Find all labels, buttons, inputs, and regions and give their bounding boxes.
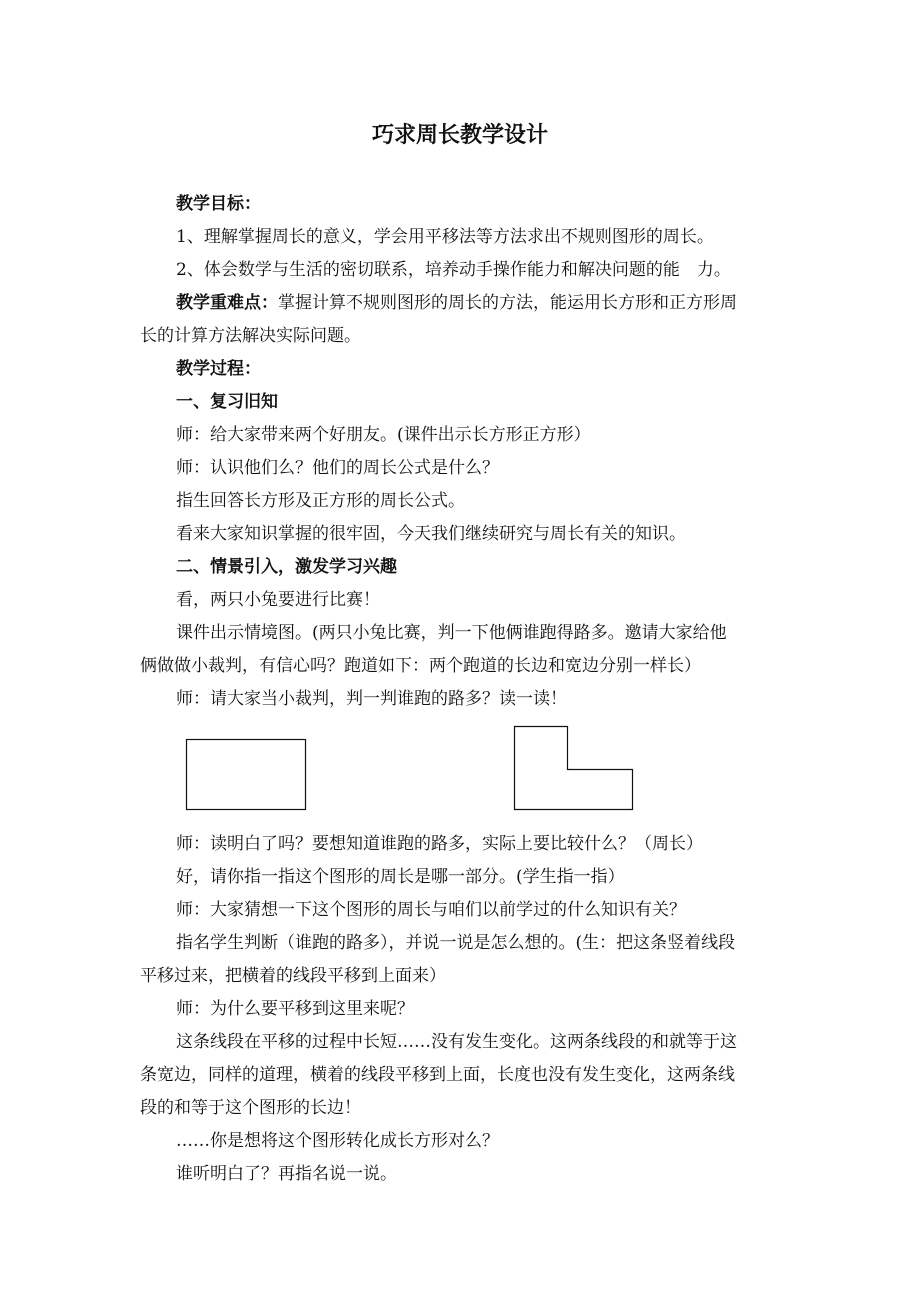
- section-1-heading: 一、复习旧知: [176, 392, 278, 412]
- paragraph-continuation: 段的和等于这个图形的长边！: [140, 1098, 361, 1118]
- paragraph: 看，两只小兔要进行比赛！: [176, 590, 380, 610]
- paragraph-continuation: 平移过来，把横着的线段平移到上面来）: [140, 966, 446, 986]
- l-shape-track-shape: [515, 727, 633, 810]
- paragraph: 谁听明白了？再指名说一说。: [176, 1164, 397, 1184]
- paragraph: ……你是想将这个图形转化成长方形对么？: [176, 1131, 499, 1151]
- paragraph-continuation: 俩做做小裁判，有信心吗？跑道如下：两个跑道的长边和宽边分别一样长）: [140, 656, 701, 676]
- paragraph: 指名学生判断（谁跑的路多），并说一说是怎么想的。(生：把这条竖着线段: [176, 933, 736, 953]
- goal-1: 1、理解掌握周长的意义，学会用平移法等方法求出不规则图形的周长。: [176, 227, 714, 247]
- paragraph: 师：大家猜想一下这个图形的周长与咱们以前学过的什么知识有关？: [176, 900, 686, 920]
- page-title: 巧求周长教学设计: [371, 123, 548, 148]
- section-2-heading: 二、情景引入，激发学习兴趣: [176, 557, 397, 577]
- goals-heading: 教学目标：: [176, 194, 261, 214]
- paragraph: 师：认识他们么？他们的周长公式是什么？: [176, 458, 499, 478]
- process-heading: 教学过程：: [176, 359, 261, 379]
- paragraph: 课件出示情境图。(两只小兔比赛，判一下他俩谁跑得路多。邀请大家给他: [176, 623, 727, 643]
- key-points-line-2: 长的计算方法解决实际问题。: [140, 326, 361, 346]
- paragraph: 师：读明白了吗？要想知道谁跑的路多，实际上要比较什么？（周长）: [176, 834, 703, 854]
- paragraph: 好，请你指一指这个图形的周长是哪一部分。(学生指一指）: [176, 867, 625, 887]
- rectangle-track-figure: [180, 730, 320, 820]
- key-points-line-1: [140, 291, 780, 315]
- paragraph: 师：为什么要平移到这里来呢？: [176, 999, 414, 1019]
- paragraph: 指生回答长方形及正方形的周长公式。: [176, 491, 465, 511]
- key-points-label: 教学重难点：: [176, 293, 278, 313]
- paragraph: 这条线段在平移的过程中长短……没有发生变化。这两条线段的和就等于这: [176, 1032, 737, 1052]
- paragraph: 师：给大家带来两个好朋友。(课件出示长方形正方形）: [176, 425, 591, 445]
- goal-2: 2、体会数学与生活的密切联系，培养动手操作能力和解决问题的能 力。: [176, 260, 731, 280]
- rectangle-track-shape: [187, 740, 306, 810]
- l-shape-track-figure: [508, 720, 640, 820]
- key-points-text: 掌握计算不规则图形的周长的方法，能运用长方形和正方形周: [278, 293, 737, 313]
- paragraph: 看来大家知识掌握的很牢固，今天我们继续研究与周长有关的知识。: [176, 524, 686, 544]
- paragraph-continuation: 条宽边，同样的道理，横着的线段平移到上面，长度也没有发生变化，这两条线: [140, 1065, 735, 1085]
- paragraph: 师：请大家当小裁判，判一判谁跑的路多？读一读！: [176, 689, 567, 709]
